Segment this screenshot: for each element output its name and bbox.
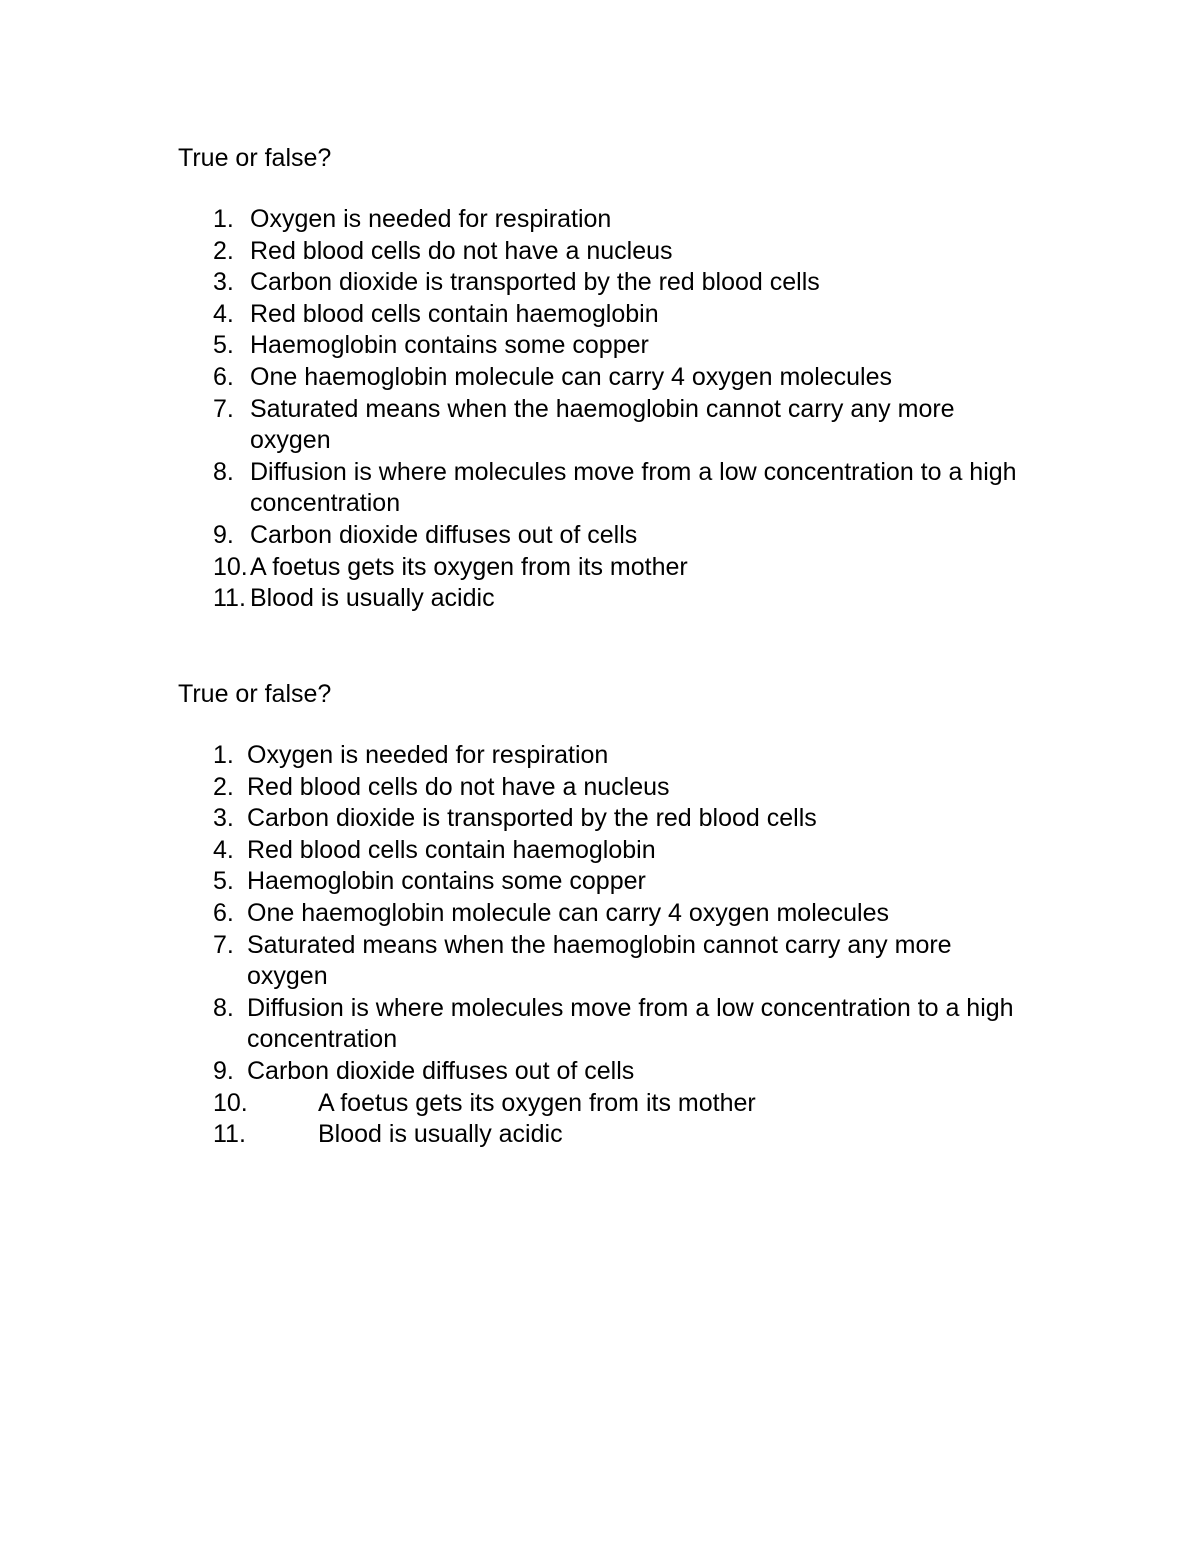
item-number: 2. [213,772,234,801]
item-number: 11. [213,1120,246,1149]
item-number: 11. [213,584,246,613]
item-text: Red blood cells contain haemoglobin [250,299,659,328]
item-number: 6. [213,898,234,927]
item-number: 3. [213,804,234,833]
item-text: One haemoglobin molecule can carry 4 oxygen molecules [247,898,890,927]
item-text: A foetus gets its oxygen from its mother [318,1088,756,1117]
item-text: Haemoglobin contains some copper [250,331,649,360]
item-number: 8. [213,457,234,486]
item-number: 8. [213,993,234,1022]
item-text: Oxygen is needed for respiration [247,741,609,769]
item-text: Red blood cells contain haemoglobin [247,835,656,864]
item-number: 3. [213,268,234,297]
item-number: 7. [213,394,234,423]
item-number: 6. [213,362,234,391]
list-item [0,583,1200,615]
item-number: 10. [213,552,248,581]
item-number: 4. [213,835,234,864]
question-list [0,204,1200,615]
item-text: Haemoglobin contains some copper [247,867,646,896]
item-text: Carbon dioxide diffuses out of cells [247,1056,635,1085]
list-item [0,267,1200,299]
item-text: Carbon dioxide diffuses out of cells [250,520,638,549]
item-text: One haemoglobin molecule can carry 4 oxygen molecules [250,362,893,391]
list-item [0,930,1200,993]
item-number: 2. [213,236,234,265]
section-heading: True or false? [178,680,332,708]
list-item [0,552,1200,584]
item-number: 4. [213,299,234,328]
item-text: Blood is usually acidic [318,1120,563,1149]
item-number: 9. [213,1056,234,1085]
list-item [0,520,1200,552]
item-number: 10. [213,1088,248,1117]
item-text: Carbon dioxide is transported by the red blood cells [250,268,820,297]
item-number: 5. [213,867,234,896]
item-text: Blood is usually acidic [250,584,495,613]
list-item [0,740,1200,772]
item-number: 5. [213,331,234,360]
list-item [0,204,1200,236]
item-text: Diffusion is where molecules move from a low concentration to a high concentration [250,457,1017,518]
list-item [0,236,1200,268]
section-heading: True or false? [178,144,332,172]
list-item [0,772,1200,804]
item-text: Saturated means when the haemoglobin cannot carry any more oxygen [247,930,952,991]
list-item [0,835,1200,867]
list-item [0,330,1200,362]
list-item [0,1119,1200,1151]
list-item [0,1088,1200,1120]
item-text: Oxygen is needed for respiration [250,205,612,233]
item-text: Red blood cells do not have a nucleus [250,236,673,265]
list-item [0,866,1200,898]
item-text: Carbon dioxide is transported by the red blood cells [247,804,817,833]
list-item [0,362,1200,394]
item-number: 9. [213,520,234,549]
list-item [0,1056,1200,1088]
item-number: 1. [213,741,234,769]
question-list [0,740,1200,1151]
item-number: 1. [213,205,234,233]
item-text: A foetus gets its oxygen from its mother [250,552,688,581]
list-item [0,299,1200,331]
item-text: Diffusion is where molecules move from a low concentration to a high concentration [247,993,1014,1054]
list-item [0,803,1200,835]
item-text: Saturated means when the haemoglobin cannot carry any more oxygen [250,394,955,455]
list-item [0,993,1200,1056]
list-item [0,457,1200,520]
list-item [0,898,1200,930]
item-number: 7. [213,930,234,959]
list-item [0,394,1200,457]
item-text: Red blood cells do not have a nucleus [247,772,670,801]
